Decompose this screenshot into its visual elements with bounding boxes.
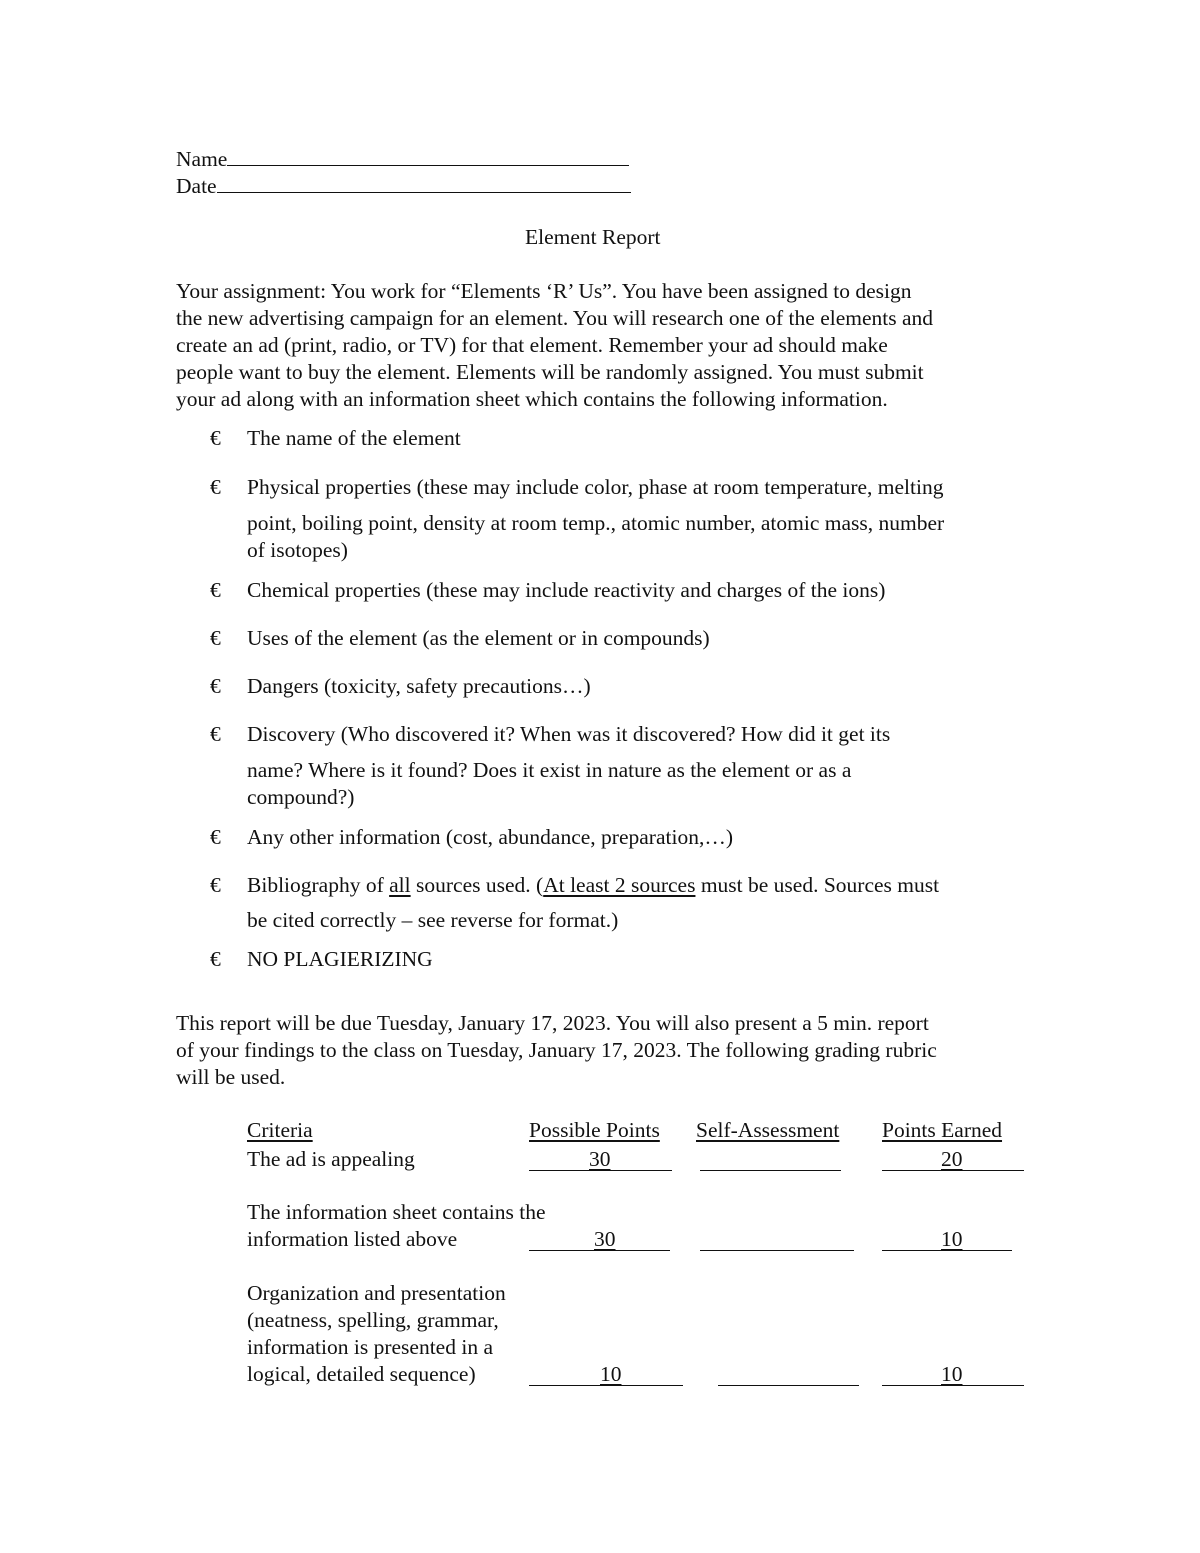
biblio-emphasis-all: all [389, 873, 411, 897]
date-field-row [176, 170, 631, 200]
self-assessment-field[interactable] [700, 1170, 841, 1171]
bullet-icon: € [210, 426, 221, 450]
bullet-text: Discovery (Who discovered it? When was it discovered? How did it get its [247, 722, 891, 746]
date-blank-line[interactable] [217, 170, 631, 193]
name-blank-line[interactable] [227, 143, 629, 166]
bullet-icon: € [210, 947, 221, 971]
name-field-row [176, 143, 629, 173]
rubric-criteria: logical, detailed sequence) [247, 1362, 476, 1386]
self-assessment-field[interactable] [700, 1250, 854, 1251]
bullet-icon: € [210, 475, 221, 499]
bullet-text: Any other information (cost, abundance, preparation,…) [247, 825, 733, 849]
intro-line: people want to buy the element. Elements will be randomly assigned. You must submit [176, 360, 924, 384]
page-title: Element Report [525, 225, 661, 249]
due-line: This report will be due Tuesday, January 17, 2023. You will also present a 5 min. report [176, 1011, 929, 1035]
bullet-icon: € [210, 626, 221, 650]
bullet-icon: € [210, 825, 221, 849]
bullet-text: Uses of the element (as the element or in compounds) [247, 626, 710, 650]
bullet-text: of isotopes) [247, 538, 348, 562]
bullet-text: Physical properties (these may include color, phase at room temperature, melting [247, 475, 944, 499]
rubric-criteria: Organization and presentation [247, 1281, 506, 1305]
bullet-text: Dangers (toxicity, safety precautions…) [247, 674, 591, 698]
bullet-text: compound?) [247, 785, 355, 809]
rubric-criteria: The information sheet contains the [247, 1200, 546, 1224]
bullet-text: be cited correctly – see reverse for format.) [247, 908, 619, 932]
rubric-header-self-assessment: Self-Assessment [696, 1118, 840, 1142]
bullet-text: The name of the element [247, 426, 461, 450]
points-earned-value: 10 [941, 1227, 963, 1251]
due-line: of your findings to the class on Tuesday, January 17, 2023. The following grading rubric [176, 1038, 937, 1062]
rubric-criteria: The ad is appealing [247, 1147, 415, 1171]
bullet-text: name? Where is it found? Does it exist in nature as the element or as a [247, 758, 852, 782]
bullet-icon: € [210, 722, 221, 746]
possible-points-value: 10 [600, 1362, 622, 1386]
points-earned-value: 10 [941, 1362, 963, 1386]
date-label: Date [176, 174, 217, 198]
bullet-text: Chemical properties (these may include reactivity and charges of the ions) [247, 578, 886, 602]
bullet-icon: € [210, 578, 221, 602]
points-earned-value: 20 [941, 1147, 963, 1171]
rubric-criteria: information listed above [247, 1227, 458, 1251]
self-assessment-field[interactable] [718, 1385, 859, 1386]
biblio-part: Bibliography of [247, 873, 390, 897]
biblio-emphasis-sources: At least 2 sources [543, 873, 696, 897]
rubric-header-possible-points: Possible Points [529, 1118, 660, 1142]
rubric-criteria: information is presented in a [247, 1335, 493, 1359]
possible-points-value: 30 [594, 1227, 616, 1251]
rubric-criteria: (neatness, spelling, grammar, [247, 1308, 499, 1332]
rubric-header-criteria: Criteria [247, 1118, 313, 1142]
biblio-part: sources used. ( [410, 873, 544, 897]
bullet-text: point, boiling point, density at room temp., atomic number, atomic mass, number [247, 511, 945, 535]
rubric-header-points-earned: Points Earned [882, 1118, 1003, 1142]
possible-points-value: 30 [589, 1147, 611, 1171]
intro-line: Your assignment: You work for “Elements ‘R’ Us”. You have been assigned to design [176, 279, 912, 303]
due-line: will be used. [176, 1065, 286, 1089]
bullet-icon: € [210, 674, 221, 698]
bibliography-bullet-text [247, 872, 939, 899]
intro-line: your ad along with an information sheet which contains the following information. [176, 387, 888, 411]
name-label: Name [176, 147, 228, 171]
biblio-part: must be used. Sources must [695, 873, 940, 897]
bullet-icon: € [210, 873, 221, 897]
intro-line: create an ad (print, radio, or TV) for that element. Remember your ad should make [176, 333, 888, 357]
intro-line: the new advertising campaign for an element. You will research one of the elements and [176, 306, 934, 330]
bullet-text: NO PLAGIERIZING [247, 947, 433, 971]
